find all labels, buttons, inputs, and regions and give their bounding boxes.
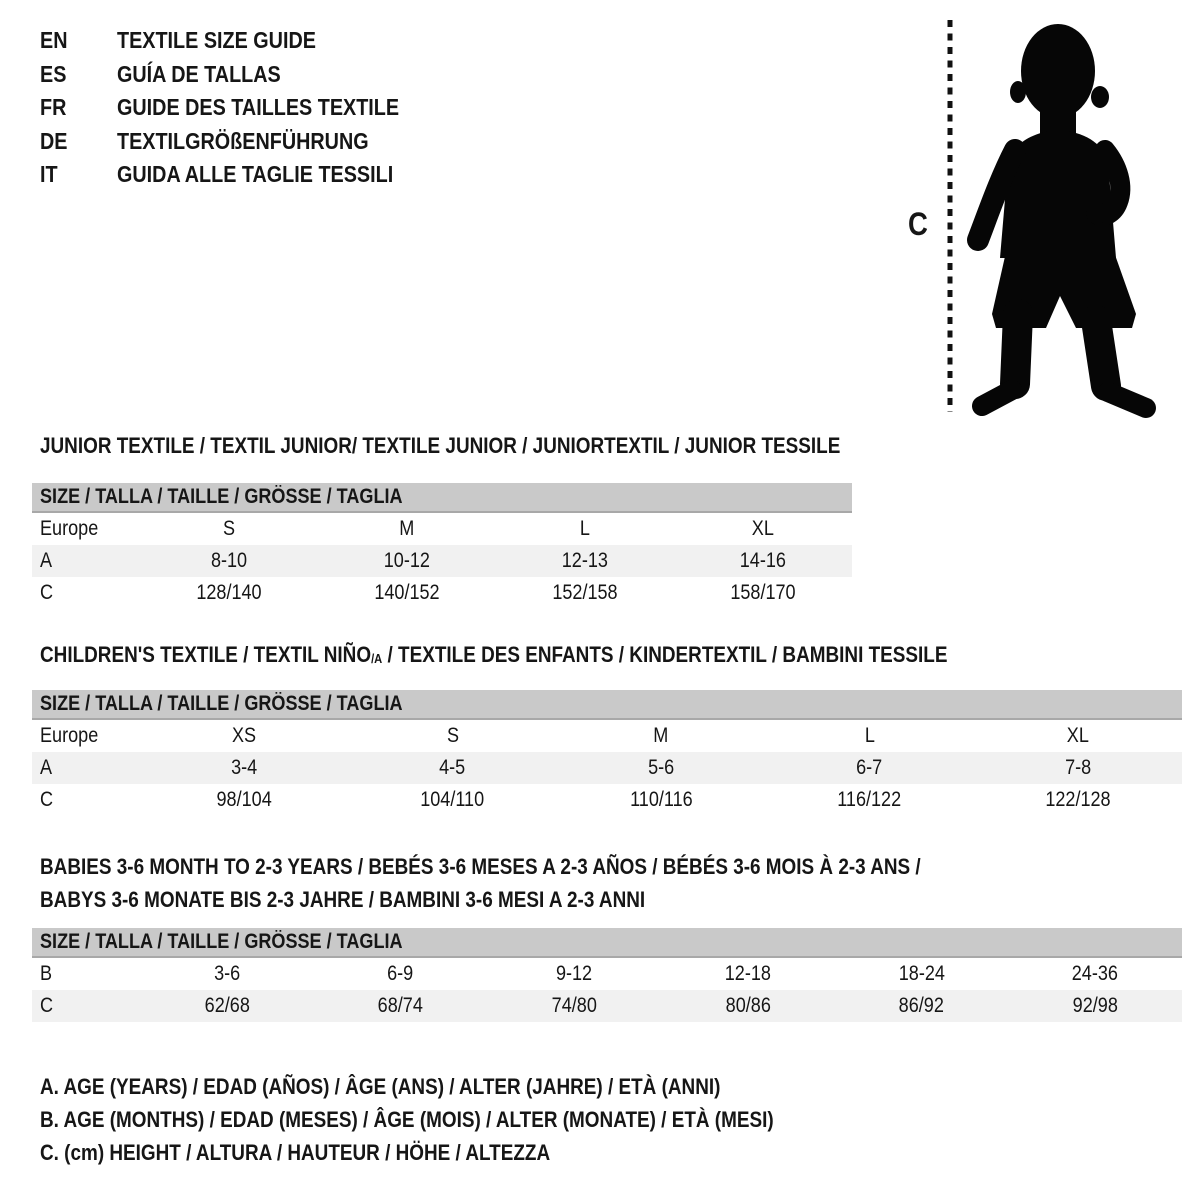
table-cell: 8-10 xyxy=(210,549,248,572)
table-row xyxy=(32,958,1182,990)
table-cell: M xyxy=(399,517,415,540)
table-cell: S xyxy=(222,517,236,540)
language-code: DE xyxy=(40,127,68,154)
size-header-text: SIZE / TALLA / TAILLE / GRÖSSE / TAGLIA xyxy=(40,485,403,508)
row-label: C xyxy=(40,581,54,604)
table-cell: 140/152 xyxy=(374,581,440,604)
legend-line-c: C. (cm) HEIGHT / ALTURA / HAUTEUR / HÖHE / ALTEZZA xyxy=(40,1140,551,1165)
table-cell: 62/68 xyxy=(204,994,250,1017)
toddler-silhouette-icon xyxy=(900,14,1172,418)
language-row xyxy=(40,58,445,92)
table-row xyxy=(32,577,852,609)
babies-size-table xyxy=(32,928,1182,1022)
section-title-junior xyxy=(40,433,971,459)
height-measure-label-text: C xyxy=(908,206,928,242)
table-cell: 24-36 xyxy=(1072,962,1119,985)
table-cell: 5-6 xyxy=(647,756,675,779)
table-row xyxy=(32,545,852,577)
table-cell: XS xyxy=(232,724,257,747)
row-label: C xyxy=(40,788,54,811)
table-cell: 68/74 xyxy=(377,994,424,1017)
language-code: EN xyxy=(40,27,68,53)
section-title-children xyxy=(40,642,1095,672)
language-code: ES xyxy=(40,60,67,87)
table-cell: 110/116 xyxy=(629,788,693,811)
size-header-text: SIZE / TALLA / TAILLE / GRÖSSE / TAGLIA xyxy=(40,930,403,953)
row-label: Europe xyxy=(40,517,99,540)
size-header-bar xyxy=(32,483,852,513)
language-title-list xyxy=(40,24,445,192)
table-cell: 4-5 xyxy=(439,756,466,779)
table-row xyxy=(32,720,1182,752)
section-title-babies-line2: BABYS 3-6 MONATE BIS 2-3 JAHRE / BAMBINI 3-6 MESI A 2-3 ANNI xyxy=(40,887,646,912)
table-cell: 3-4 xyxy=(231,756,258,779)
table-cell: L xyxy=(864,724,875,747)
table-cell: 3-6 xyxy=(213,962,240,985)
table-cell: L xyxy=(579,517,591,540)
table-cell: XL xyxy=(751,517,775,540)
table-cell: 86/92 xyxy=(898,994,945,1017)
table-cell: 128/140 xyxy=(196,581,262,604)
table-cell: 6-9 xyxy=(387,962,414,985)
table-cell: S xyxy=(446,724,459,747)
junior-size-table xyxy=(32,483,852,609)
section-title-babies xyxy=(40,850,1064,916)
language-title: TEXTILE SIZE GUIDE xyxy=(117,27,316,53)
table-cell: 152/158 xyxy=(552,581,618,604)
row-label: B xyxy=(40,962,53,985)
language-title: GUÍA DE TALLAS xyxy=(117,60,281,87)
size-header-text: SIZE / TALLA / TAILLE / GRÖSSE / TAGLIA xyxy=(40,692,403,715)
section-title-children-text: CHILDREN'S TEXTILE / TEXTIL NIÑO/A / TEXTILE DES ENFANTS / KINDERTEXTIL / BAMBINI TESSILE xyxy=(40,642,948,667)
children-size-table xyxy=(32,690,1182,816)
table-cell: 104/110 xyxy=(420,788,485,811)
table-row xyxy=(32,752,1182,784)
row-label: Europe xyxy=(40,724,99,747)
language-row xyxy=(40,125,445,159)
table-cell: 74/80 xyxy=(551,994,597,1017)
table-cell: 158/170 xyxy=(730,581,796,604)
row-label: A xyxy=(40,549,53,572)
legend-line-a: A. AGE (YEARS) / EDAD (AÑOS) / ÂGE (ANS) / ALTER (JAHRE) / ETÀ (ANNI) xyxy=(40,1074,721,1099)
row-label: A xyxy=(40,756,53,779)
toddler-silhouette xyxy=(978,24,1146,408)
table-cell: 10-12 xyxy=(383,549,431,572)
language-row xyxy=(40,91,445,125)
baby-figure xyxy=(900,14,1172,418)
height-measure-label xyxy=(908,206,931,243)
section-title-babies-line1: BABIES 3-6 MONTH TO 2-3 YEARS / BEBÉS 3-6 MESES A 2-3 AÑOS / BÉBÉS 3-6 MOIS À 2-3 ANS / xyxy=(40,854,921,879)
language-title: GUIDE DES TAILLES TEXTILE xyxy=(117,94,400,120)
table-cell: 12-13 xyxy=(561,549,609,572)
language-title: GUIDA ALLE TAGLIE TESSILI xyxy=(117,161,394,187)
language-row xyxy=(40,24,445,58)
language-row xyxy=(40,158,445,192)
table-cell: 6-7 xyxy=(856,756,883,779)
table-cell: 18-24 xyxy=(898,962,945,985)
table-row xyxy=(32,513,852,545)
table-cell: 80/86 xyxy=(725,994,771,1017)
table-row xyxy=(32,990,1182,1022)
table-row xyxy=(32,784,1182,816)
section-title-junior-text: JUNIOR TEXTILE / TEXTIL JUNIOR/ TEXTILE JUNIOR / JUNIORTEXTIL / JUNIOR TESSILE xyxy=(40,433,841,458)
table-cell: 98/104 xyxy=(216,788,272,811)
language-code: IT xyxy=(40,161,58,187)
table-cell: 116/122 xyxy=(837,788,902,811)
size-header-bar xyxy=(32,928,1182,958)
size-header-bar xyxy=(32,690,1182,720)
table-cell: 9-12 xyxy=(556,962,593,985)
measurement-legend xyxy=(40,1070,893,1169)
language-title: TEXTILGRÖßENFÜHRUNG xyxy=(117,127,369,154)
table-cell: M xyxy=(653,724,669,747)
table-cell: 14-16 xyxy=(739,549,787,572)
table-cell: 122/128 xyxy=(1045,788,1111,811)
table-cell: 92/98 xyxy=(1072,994,1118,1017)
table-cell: 7-8 xyxy=(1064,756,1091,779)
language-code: FR xyxy=(40,94,67,120)
table-cell: 12-18 xyxy=(724,962,771,985)
legend-line-b: B. AGE (MONTHS) / EDAD (MESES) / ÂGE (MOIS) / ALTER (MONATE) / ETÀ (MESI) xyxy=(40,1107,774,1132)
table-cell: XL xyxy=(1066,724,1089,747)
row-label: C xyxy=(40,994,54,1017)
